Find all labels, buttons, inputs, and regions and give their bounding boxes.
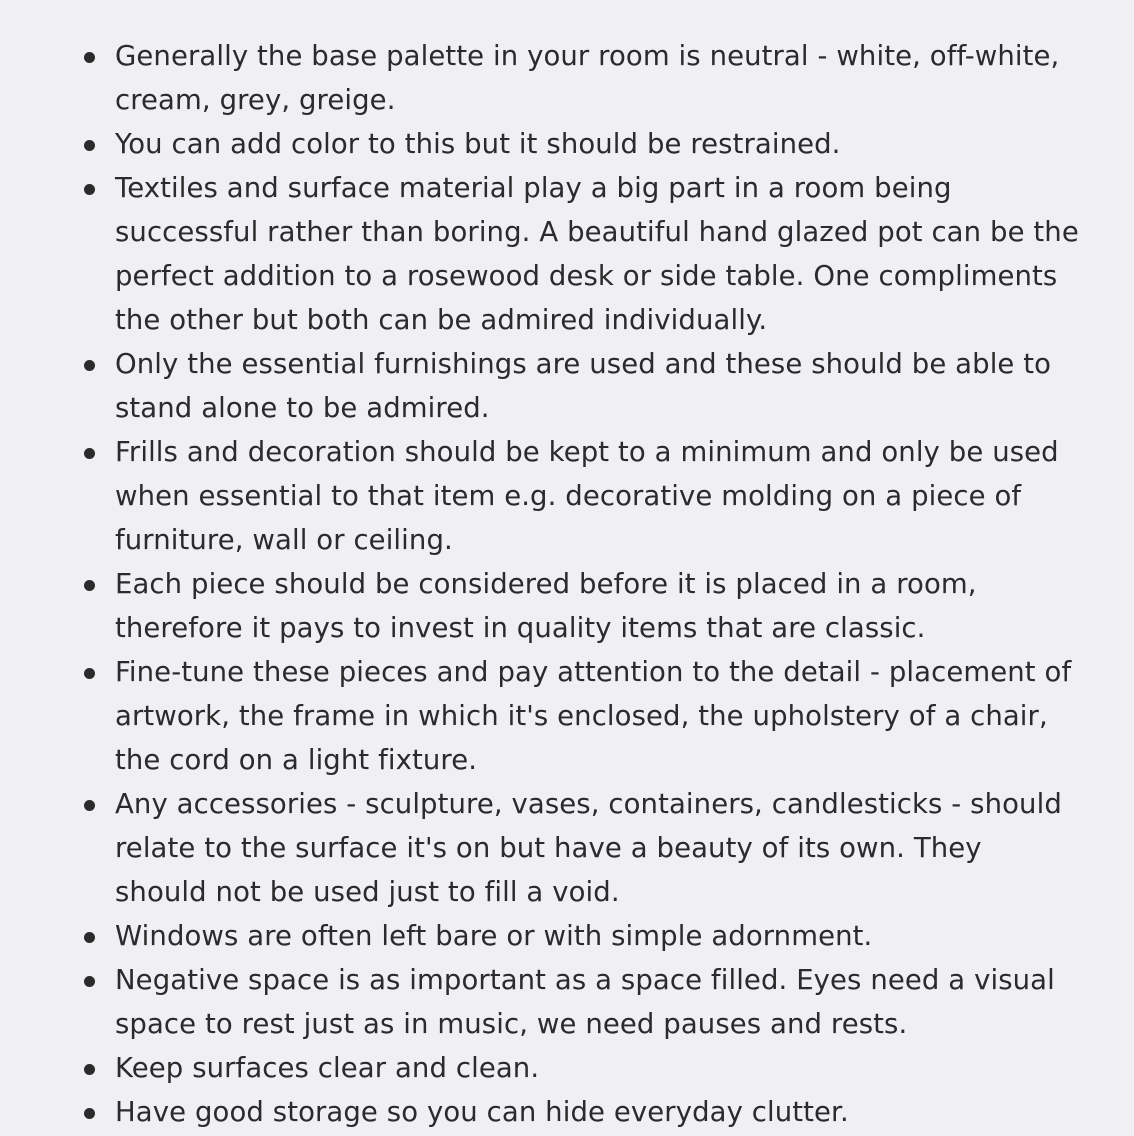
bullet-icon bbox=[84, 800, 95, 811]
bullet-icon bbox=[84, 580, 95, 591]
list-item bbox=[0, 562, 1134, 650]
bullet-icon bbox=[84, 360, 95, 371]
list-item bbox=[0, 1046, 1134, 1090]
list-item-text: Frills and decoration should be kept to a minimum and only be used when essential to that item e.g. decorative molding on a piece of furniture, wall or ceiling. bbox=[115, 436, 1059, 556]
bullet-icon bbox=[84, 448, 95, 459]
list-item-text: Fine-tune these pieces and pay attention to the detail - placement of artwork, the frame in which it's enclosed, the upholstery of a chair, the cord on a light fixture. bbox=[115, 656, 1072, 776]
list-item-text: Only the essential furnishings are used and these should be able to stand alone to be admired. bbox=[115, 348, 1052, 424]
list-item bbox=[0, 34, 1134, 122]
bullet-icon bbox=[84, 976, 95, 987]
list-item bbox=[0, 958, 1134, 1046]
bullet-icon bbox=[84, 52, 95, 63]
bullet-icon bbox=[84, 140, 95, 151]
list-item bbox=[0, 1090, 1134, 1134]
list-item bbox=[0, 650, 1134, 782]
bullet-icon bbox=[84, 932, 95, 943]
list-item-text: Windows are often left bare or with simple adornment. bbox=[115, 920, 873, 952]
list-item-text: Any accessories - sculpture, vases, containers, candlesticks - should relate to the surface it's on but have a beauty of its own. They should not be used just to fill a void. bbox=[115, 788, 1062, 908]
list-item-text: Keep surfaces clear and clean. bbox=[115, 1052, 540, 1084]
bullet-icon bbox=[84, 668, 95, 679]
list-item bbox=[0, 166, 1134, 342]
bullet-icon bbox=[84, 1064, 95, 1075]
list-item bbox=[0, 342, 1134, 430]
list-item-text: Have good storage so you can hide everyday clutter. bbox=[115, 1096, 849, 1128]
list-item-text: Generally the base palette in your room is neutral - white, off-white, cream, grey, greige. bbox=[115, 40, 1060, 116]
bullet-list bbox=[0, 34, 1134, 1134]
list-item bbox=[0, 122, 1134, 166]
bullet-icon bbox=[84, 184, 95, 195]
bullet-icon bbox=[84, 1108, 95, 1119]
list-item bbox=[0, 782, 1134, 914]
list-item-text: Textiles and surface material play a big part in a room being successful rather than boring. A beautiful hand glazed pot can be the perfect addition to a rosewood desk or side table. One compliments the other but both can be admired individually. bbox=[115, 172, 1079, 336]
list-item-text: Each piece should be considered before it is placed in a room, therefore it pays to invest in quality items that are classic. bbox=[115, 568, 977, 644]
list-item-text: You can add color to this but it should be restrained. bbox=[115, 128, 841, 160]
list-item bbox=[0, 914, 1134, 958]
list-item-text: Negative space is as important as a space filled. Eyes need a visual space to rest just as in music, we need pauses and rests. bbox=[115, 964, 1055, 1040]
list-item bbox=[0, 430, 1134, 562]
